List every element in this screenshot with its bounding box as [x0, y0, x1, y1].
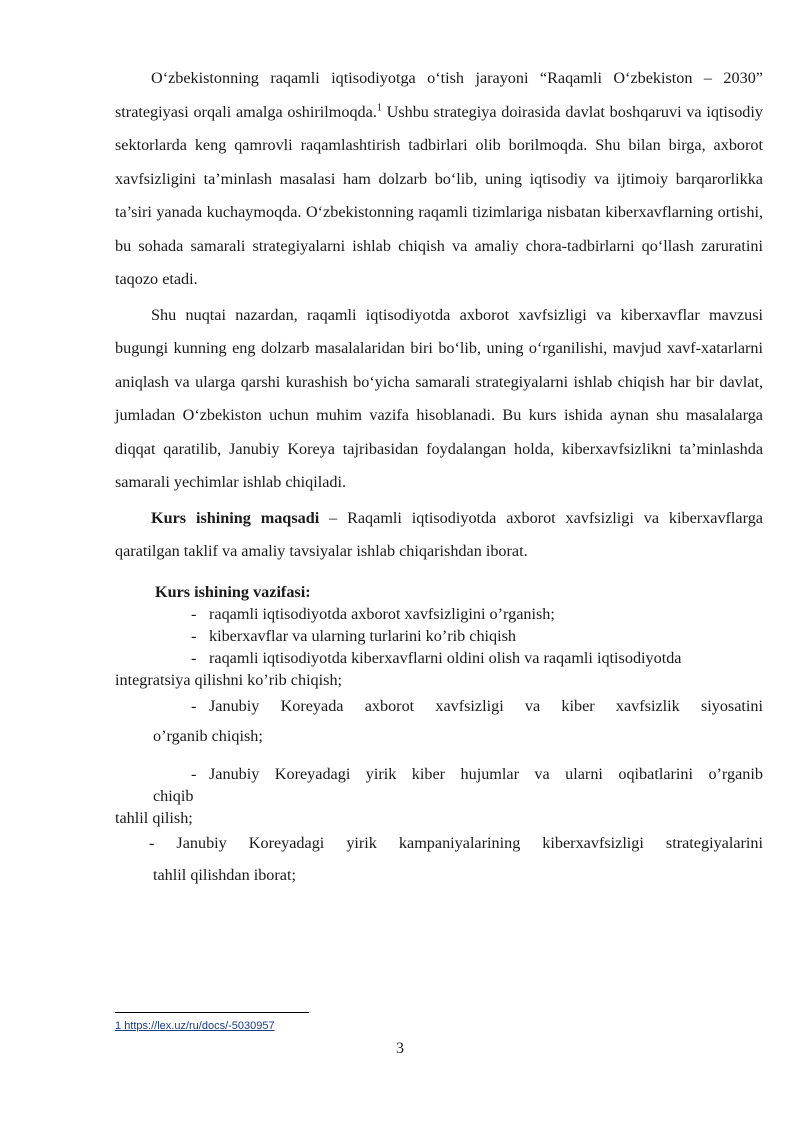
- paragraph-goal: [115, 502, 763, 569]
- task-item-6-continued: tahlil qilishdan iborat;: [153, 865, 296, 884]
- task-dash: -: [149, 833, 155, 852]
- task-dash: -: [191, 696, 197, 715]
- footnote: [115, 1020, 275, 1032]
- task-item-5-text-a: Janubiy Koreyadagi yirik kiber hujumlar va ularni oqibatlarini o’rganib: [209, 764, 763, 783]
- paragraph-intro-text-b: Ushbu strategiya doirasida davlat boshqaruvi va iqtisodiy sektorlarda keng qamrovli raqamlashtirish tadbirlari olib borilmoqda. Shu bilan birga, axborot xavfsizligini ta’minlash masalasi ham dolzarb bo‘lib, uning iqtisodiy va ijtimoiy barqarorlikka ta’siri yanada kuchaymoqda. O‘zbekistonning raqamli tizimlariga nisbatan kiberxavflarning ortishi, bu sohada samarali strategiyalarni ishlab chiqish va amaliy chora-tadbirlarni qo‘llash zaruratini taqozo etadi.: [115, 102, 763, 288]
- goal-text: – Raqamli iqtisodiyotda axborot xavfsizligi va kiberxavflarga qaratilgan taklif va amaliy tavsiyalar ishlab chiqarishdan iborat.: [115, 508, 763, 560]
- footnote-divider: [115, 1012, 309, 1013]
- goal-label: Kurs ishining maqsadi: [151, 508, 320, 527]
- paragraph-intro: [115, 62, 763, 297]
- tasks-title: Kurs ishining vazifasi:: [155, 582, 311, 601]
- page-number: 3: [396, 1040, 404, 1057]
- task-item-5-continued-2: tahlil qilish;: [115, 808, 193, 827]
- task-item-2: [115, 625, 763, 647]
- task-item-3-continued: integratsiya qilishni ko’rib chiqish;: [115, 670, 343, 689]
- footnote-url: https://lex.uz/ru/docs/-5030957: [124, 1020, 275, 1032]
- footnote-reference[interactable]: 1: [376, 102, 382, 114]
- footnote-link[interactable]: [115, 1020, 275, 1032]
- page-body: [115, 62, 763, 887]
- task-item-3-text-a: raqamli iqtisodiyotda kiberxavflarni oldini olish va raqamli iqtisodiyotda: [209, 648, 682, 667]
- task-dash: -: [191, 604, 197, 623]
- paragraph-intro-text-a: O‘zbekistonning raqamli iqtisodiyotga o‘tish jarayoni “Raqamli O‘zbekiston – 2030” strategiyasi orqali amalga oshirilmoqda.: [115, 69, 763, 121]
- task-item-6-text-a: Janubiy Koreyadagi yirik kampaniyalarining kiberxavfsizligi strategiyalarini: [176, 833, 764, 852]
- task-item-6: [115, 831, 763, 855]
- task-item-1: [115, 603, 763, 625]
- task-item-5-continued: chiqib: [153, 786, 194, 805]
- task-item-4-text-a: Janubiy Koreyada axborot xavfsizligi va kiber xavfsizlik siyosatini: [209, 696, 763, 715]
- task-dash: -: [191, 764, 197, 783]
- paragraph-context: Shu nuqtai nazardan, raqamli iqtisodiyotda axborot xavfsizligi va kiberxavflar mavzusi bugungi kunning eng dolzarb masalalaridan biri bo‘lib, uning o‘rganilishi, mavjud xavf-xatarlarni aniqlash va ularga qarshi kurashish bo‘yicha samarali strategiyalarni ishlab chiqish har bir davlat, jumladan O‘zbekiston uchun muhim vazifa hisoblanadi. Bu kurs ishida aynan shu masalalarga diqqat qaratilib, Janubiy Koreya tajribasidan foydalangan holda, kiberxavfsizlikni ta’minlashda samarali yechimlar ishlab chiqiladi.: [115, 305, 763, 491]
- task-item-2-text: kiberxavflar va ularning turlarini ko’rib chiqish: [209, 626, 517, 645]
- task-item-4-continued: o’rganib chiqish;: [153, 726, 263, 745]
- task-item-5: [115, 763, 763, 785]
- footnote-number: 1: [115, 1020, 122, 1032]
- task-item-3: [115, 647, 763, 669]
- task-dash: -: [191, 648, 197, 667]
- task-item-1-text: raqamli iqtisodiyotda axborot xavfsizligini o’rganish;: [209, 604, 555, 623]
- task-dash: -: [191, 626, 197, 645]
- task-item-4: [115, 695, 763, 717]
